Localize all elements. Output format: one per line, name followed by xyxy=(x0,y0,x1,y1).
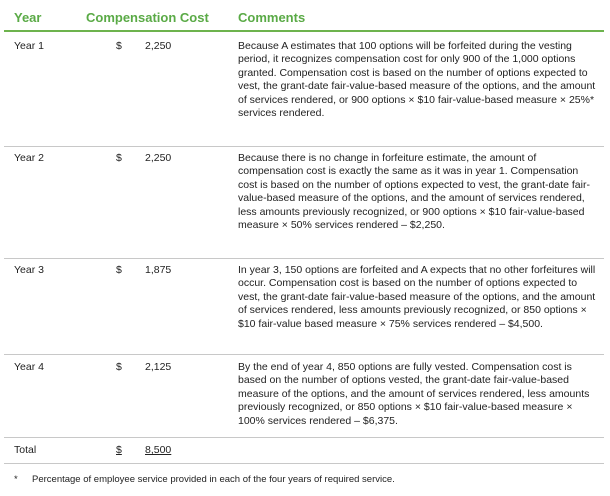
header-divider xyxy=(4,30,604,32)
row-comment: In year 3, 150 options are forfeited and A expects that no other forfeitures will occur. Compensation cost is based on the number of options expected to vest, the grant-date fair-value-based measure of the options, and the amount of services rendered, less amounts previously recognized, or 850 options × $10 fair-value based measure × 75% services rendered – $4,500. xyxy=(238,264,596,330)
row-currency: $ xyxy=(116,361,122,373)
row-currency: $ xyxy=(116,264,122,276)
total-currency: $ xyxy=(116,444,122,456)
row-comment: Because A estimates that 100 options will be forfeited during the vesting period, it recognizes compensation cost for only 900 of the 1,000 options granted. Compensation cost is based on the number of options expected to vest, the grant-date fair-value-based measure of the options, and the amount of services rendered, or 900 options × $10 fair-value-based measure × 25%* services rendered. xyxy=(238,40,596,120)
header-compensation-cost: Compensation Cost xyxy=(86,10,209,25)
row-divider xyxy=(4,258,604,259)
row-amount: 2,125 xyxy=(145,361,172,373)
row-currency: $ xyxy=(116,40,122,52)
footnote-text: Percentage of employee service provided in each of the four years of required service. xyxy=(32,474,395,485)
table-header xyxy=(0,0,610,30)
row-divider xyxy=(4,354,604,355)
row-comment: By the end of year 4, 850 options are fully vested. Compensation cost is based on the number of options vested, the grant-date fair-value-based measure of the options, and the amount of services rendered, less amounts previously recognized, or 850 options × $10 fair-value-based measure × 100% services rendered – $6,375. xyxy=(238,361,590,427)
row-amount: 2,250 xyxy=(145,40,172,52)
row-amount: 2,250 xyxy=(145,152,172,164)
row-divider xyxy=(4,146,604,147)
header-year: Year xyxy=(14,10,42,25)
header-comments: Comments xyxy=(238,10,306,25)
row-currency: $ xyxy=(116,152,122,164)
row-year: Year 1 xyxy=(14,40,44,52)
row-year: Year 3 xyxy=(14,264,44,276)
total-label: Total xyxy=(14,444,37,456)
footnote-marker: * xyxy=(14,474,18,485)
row-year: Year 4 xyxy=(14,361,44,373)
row-comment: Because there is no change in forfeiture estimate, the amount of compensation cost is exactly the same as it was in year 1. Compensation cost is based on the number of options expected to vest, the grant-date fair-value-based measure of the options, and the amount of services rendered, less amounts previously recognized, or 900 options × $10 fair-value-based measure × 50% services rendered – $2,250. xyxy=(238,152,590,232)
total-divider xyxy=(4,463,604,464)
total-amount: 8,500 xyxy=(145,444,172,456)
row-year: Year 2 xyxy=(14,152,44,164)
row-divider xyxy=(4,437,604,438)
row-amount: 1,875 xyxy=(145,264,172,276)
